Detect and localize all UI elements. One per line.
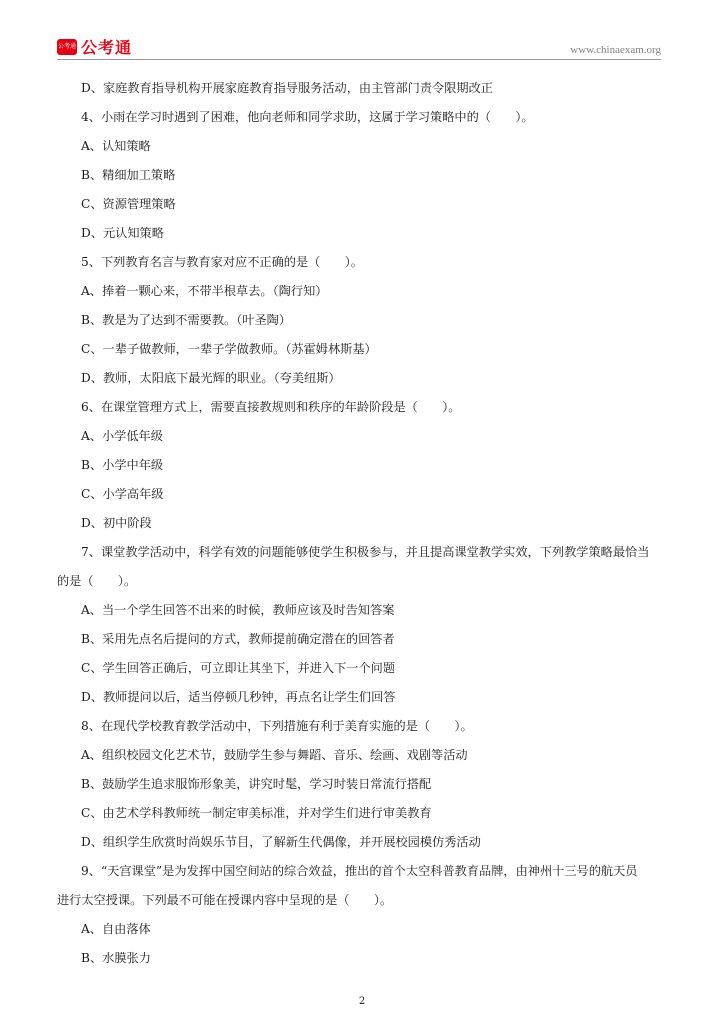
answer-option: D、家庭教育指导机构开展家庭教育指导服务活动，由主管部门责令限期改正 (81, 81, 493, 95)
answer-option: C、一辈子做教师，一辈子学做教师。（苏霍姆林斯基） (81, 342, 377, 356)
answer-option: D、组织学生欣赏时尚娱乐节目，了解新生代偶像，并开展校园模仿秀活动 (81, 835, 481, 849)
question-text-continued: 的是（ ）。 (57, 574, 137, 588)
answer-option: B、水膜张力 (81, 951, 151, 965)
answer-option: B、精细加工策略 (81, 168, 176, 182)
answer-option: D、元认知策略 (81, 226, 164, 240)
question-text: 9、“天宫课堂”是为发挥中国空间站的综合效益，推出的首个太空科普教育品牌，由神州十三号的航天员 (81, 864, 638, 878)
site-url[interactable]: www.chinaexam.org (570, 44, 661, 56)
answer-option: C、学生回答正确后，可立即让其坐下，并进入下一个问题 (81, 661, 396, 675)
logo-text: 公考通 (81, 38, 133, 57)
question-text: 7、课堂教学活动中，科学有效的问题能够使学生积极参与，并且提高课堂教学实效，下列教学策略最恰当 (81, 545, 650, 559)
answer-option: A、组织校园文化艺术节，鼓励学生参与舞蹈、音乐、绘画、戏剧等活动 (81, 748, 468, 762)
question-text-continued: 进行太空授课。下列最不可能在授课内容中呈现的是（ ）。 (57, 893, 393, 907)
brand-logo (57, 35, 132, 58)
answer-option: C、资源管理策略 (81, 197, 176, 211)
answer-option: A、认知策略 (81, 139, 151, 153)
answer-option: B、小学中年级 (81, 458, 164, 472)
answer-option: A、当一个学生回答不出来的时候，教师应该及时告知答案 (81, 603, 395, 617)
answer-option: B、鼓励学生追求服饰形象美，讲究时髦，学习时装日常流行搭配 (81, 777, 432, 791)
header-divider (57, 59, 661, 60)
answer-option: B、教是为了达到不需要教。（叶圣陶） (81, 313, 292, 327)
page-number: 2 (358, 996, 366, 1007)
logo-icon: 公考通 (57, 39, 77, 55)
answer-option: D、教师，太阳底下最光辉的职业。（夸美纽斯） (81, 371, 341, 385)
page-header (57, 32, 661, 60)
answer-option: B、采用先点名后提问的方式，教师提前确定潜在的回答者 (81, 632, 395, 646)
question-text: 8、在现代学校教育教学活动中，下列措施有利于美育实施的是（ ）。 (81, 719, 473, 733)
question-text: 4、小雨在学习时遇到了困难，他向老师和同学求助，这属于学习策略中的（ ）。 (81, 110, 534, 124)
answer-option: C、小学高年级 (81, 487, 164, 501)
answer-option: D、初中阶段 (81, 516, 152, 530)
answer-option: A、小学低年级 (81, 429, 163, 443)
answer-option: C、由艺术学科教师统一制定审美标准，并对学生们进行审美教育 (81, 806, 432, 820)
question-text: 5、下列教育名言与教育家对应不正确的是（ ）。 (81, 255, 363, 269)
document-body (57, 74, 663, 973)
answer-option: A、捧着一颗心来，不带半根草去。（陶行知） (81, 284, 328, 298)
answer-option: D、教师提问以后，适当停顿几秒钟，再点名让学生们回答 (81, 690, 396, 704)
answer-option: A、自由落体 (81, 922, 151, 936)
question-text: 6、在课堂管理方式上，需要直接教规则和秩序的年龄阶段是（ ）。 (81, 400, 461, 414)
